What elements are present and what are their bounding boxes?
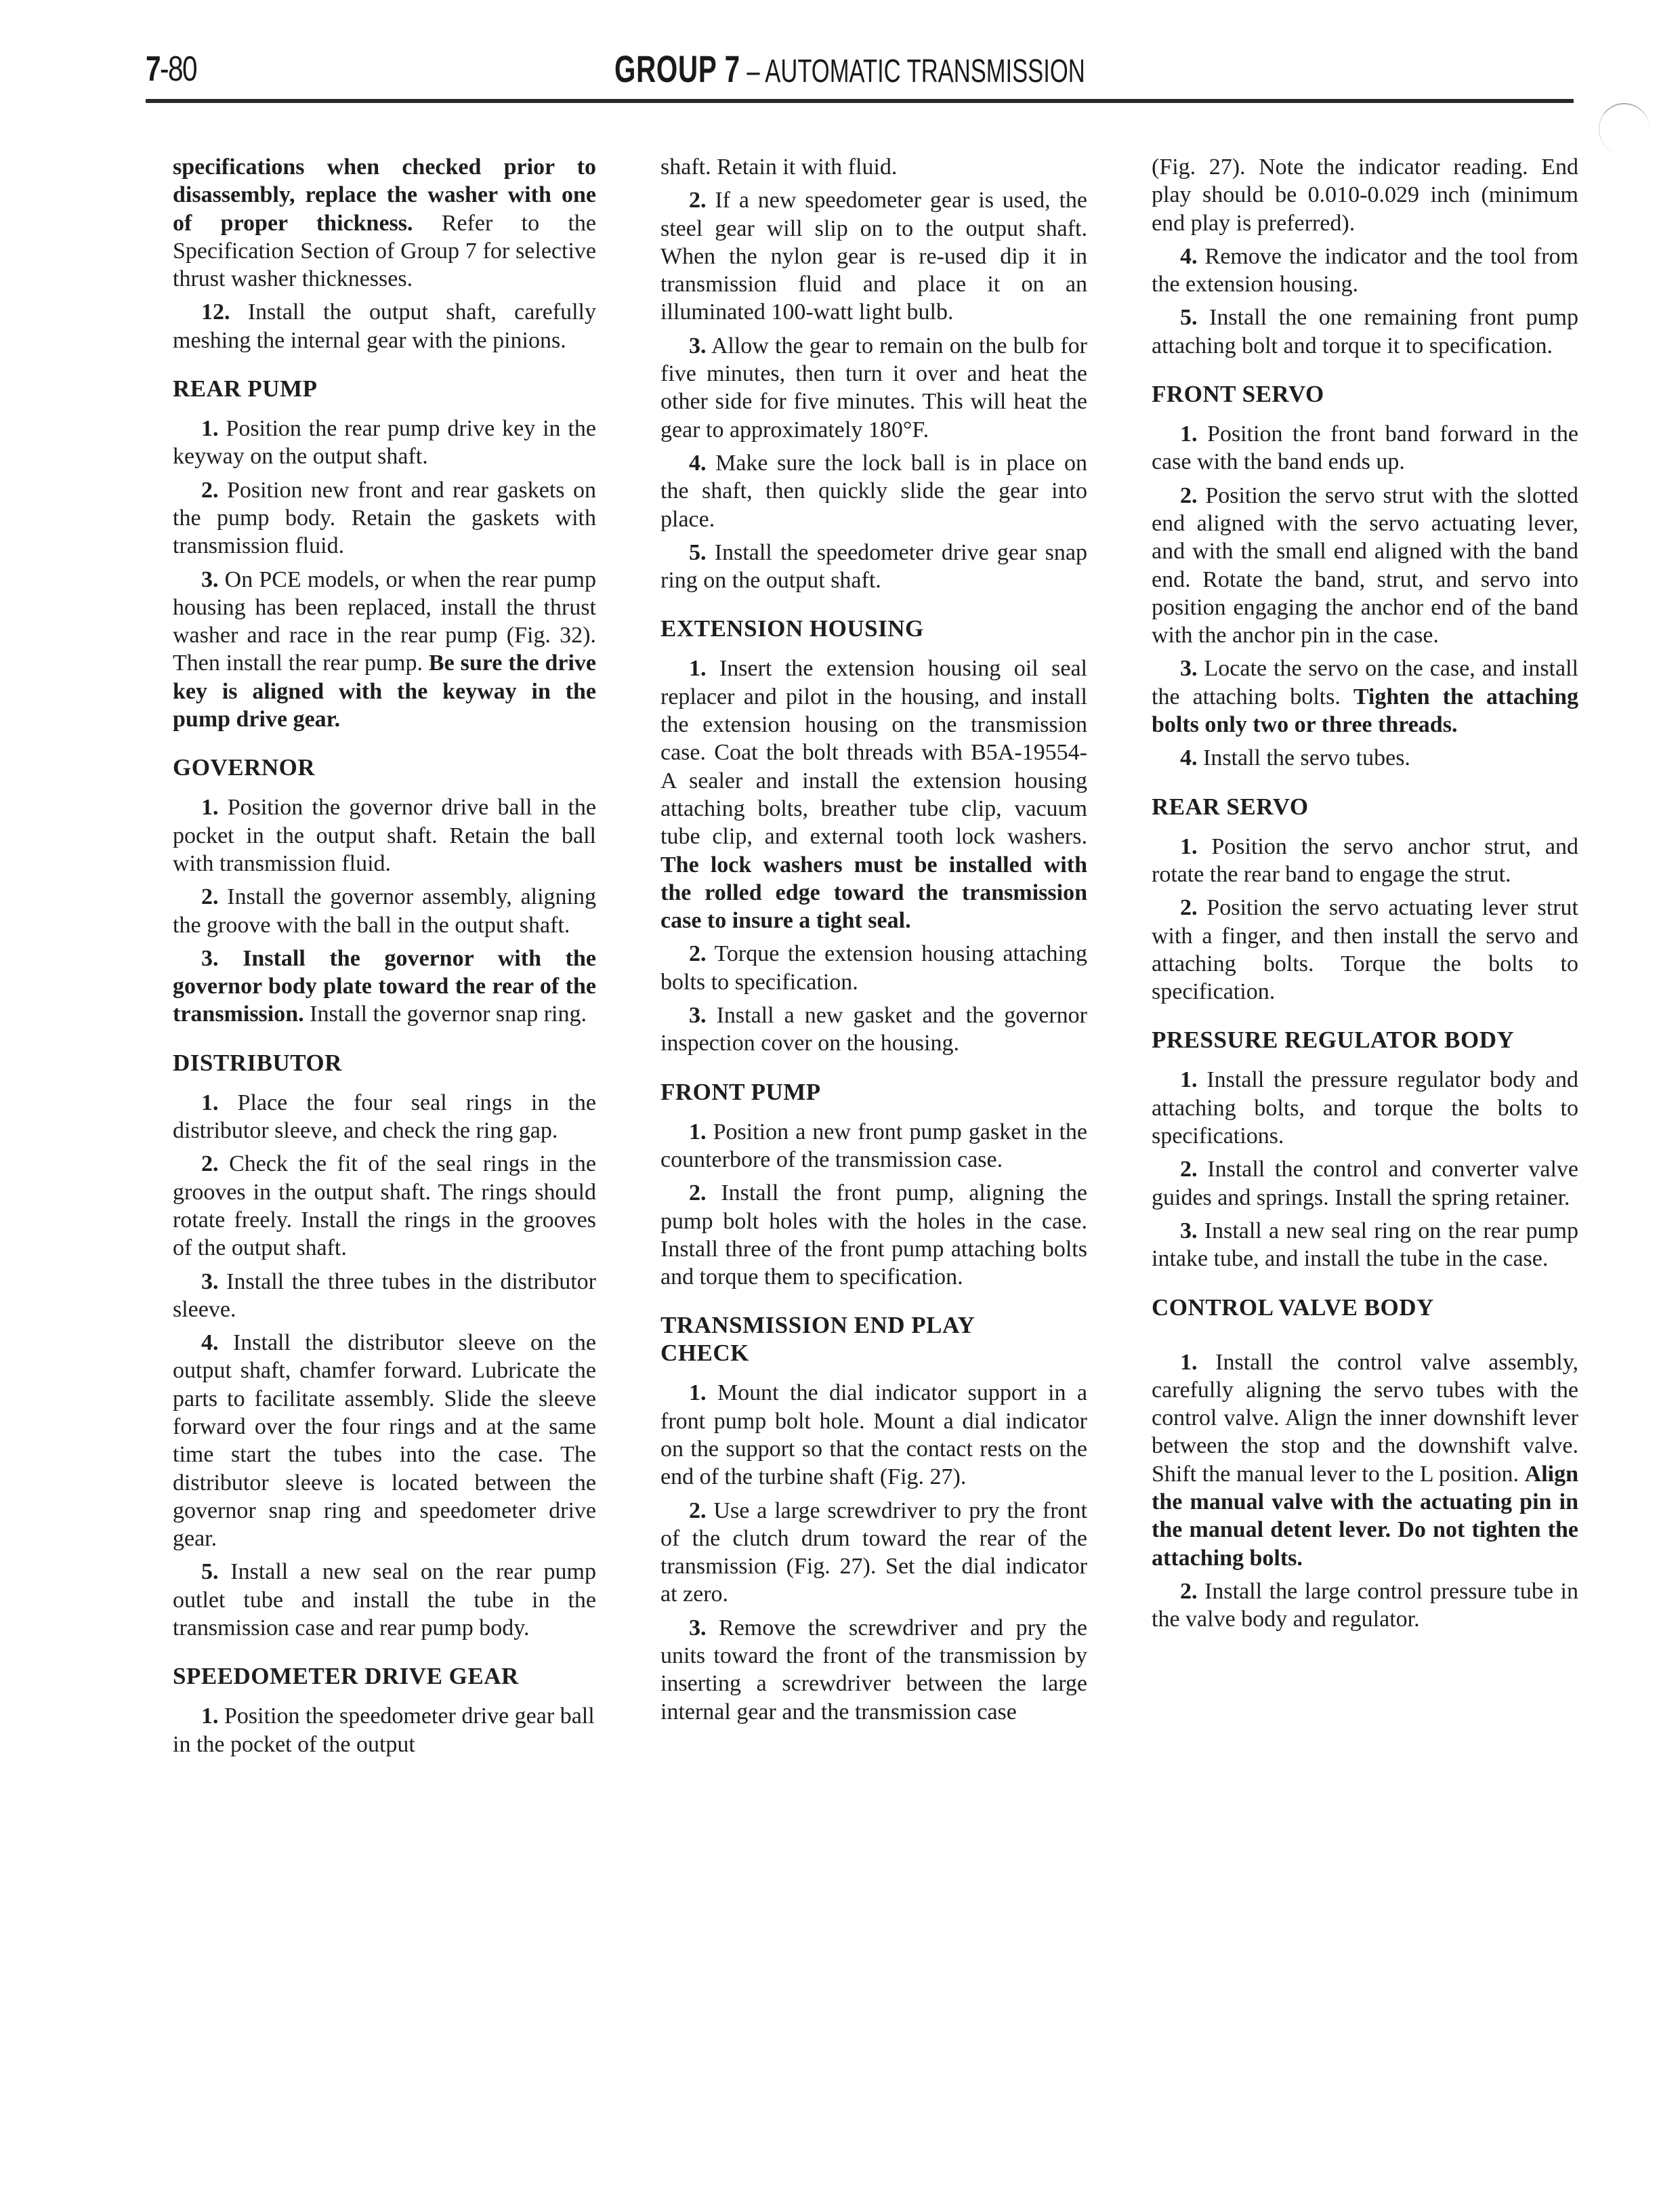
page-title <box>614 42 1085 99</box>
column-1 <box>173 153 596 1764</box>
header-rule <box>146 99 1574 103</box>
step-text: Position new front and rear gaskets on the pump body. Retain the gaskets with transmission fluid. <box>173 477 596 559</box>
step-number: 1. <box>201 416 219 442</box>
step-text: Make sure the lock ball is in place on the shaft, then quickly slide the gear into place. <box>660 450 1087 532</box>
rear-servo-step-2 <box>1152 894 1578 1006</box>
section-heading-distributor: DISTRIBUTOR <box>173 1049 342 1076</box>
control-valve-step-2 <box>1152 1577 1578 1634</box>
step-number: 2. <box>1180 895 1198 921</box>
pressure-regulator-step-2 <box>1152 1155 1578 1212</box>
step-number: 4. <box>1180 243 1198 269</box>
distributor-step-5 <box>173 1558 596 1642</box>
step-text: Install the governor snap ring. <box>303 1002 587 1027</box>
title-separator: – <box>740 54 765 89</box>
step-text: Position the rear pump drive key in the keyway on the output shaft. <box>173 416 596 470</box>
step-text: Install the distributor sleeve on the output shaft, chamfer forward. Lubricate the parts to facilitate assembly. Slide the sleeve forward over the four rings and at the same time start the tubes into the case. The distributor sleeve is located between the governor snap ring and speedometer drive gear. <box>173 1330 596 1552</box>
distributor-step-3 <box>173 1268 596 1324</box>
end-play-step-5 <box>1152 304 1578 360</box>
distributor-step-1 <box>173 1089 596 1145</box>
step-text: Install a new seal on the rear pump outlet tube and install the tube in the transmission case and rear pump body. <box>173 1559 596 1641</box>
step-number: 5. <box>1180 305 1198 331</box>
step-text: If a new speedometer gear is used, the steel gear will slip on to the output shaft. When the nylon gear is re-used dip it in transmission fluid and place it on an illuminated 100-watt light bulb. <box>660 188 1087 325</box>
end-play-step-4 <box>1152 243 1578 299</box>
step-number: 3. <box>689 1615 707 1640</box>
step-text: On PCE models, or when the rear pump housing has been replaced, install the thrust washer and race in the rear pump (Fig. 32). Then install the rear pump. <box>173 566 596 676</box>
continued-text: (Fig. 27). Note the indicator reading. End play should be 0.010-0.029 inch (minimum end play is preferred). <box>1152 154 1578 236</box>
intro-text: Refer to the Specification Section of Group 7 for selective thrust washer thicknesses. <box>173 210 596 292</box>
governor-step-2 <box>173 883 596 939</box>
step-text: Install the large control pressure tube in the valve body and regulator. <box>1152 1578 1578 1632</box>
step-text: Position a new front pump gasket in the counterbore of the transmission case. <box>660 1119 1087 1172</box>
front-servo-step-1 <box>1152 420 1578 476</box>
step-number: 1. <box>201 795 219 821</box>
section-heading-extension-housing: EXTENSION HOUSING <box>660 615 924 642</box>
paragraph-intro <box>173 153 596 293</box>
section-heading-speedometer-drive-gear: SPEEDOMETER DRIVE GEAR <box>173 1663 519 1690</box>
step-text: Insert the extension housing oil seal replacer and pilot in the housing, and install the extension housing on the transmission case. Coat the bolt threads with B5A-19554-A sealer and install the extension housing attaching bolts, breather tube clip, vacuum tube clip, and external tooth lock washers. <box>660 656 1087 850</box>
page-subtitle: AUTOMATIC TRANSMISSION <box>765 54 1085 89</box>
step-text: Install the servo tubes. <box>1197 745 1410 771</box>
step-number: 3. <box>201 1268 219 1294</box>
intro-bold-text: specifications when checked prior to disassembly, replace the washer with one of proper thickness. <box>173 154 596 236</box>
step-text: Position the governor drive ball in the pocket in the output shaft. Retain the ball with transmission fluid. <box>173 795 596 876</box>
page-number-separator: - <box>159 49 168 89</box>
speedometer-step-5 <box>660 539 1087 595</box>
step-text: Install the one remaining front pump attaching bolt and torque it to specification. <box>1152 305 1578 358</box>
step-text: Locate the servo on the case, and install the attaching bolts. <box>1152 656 1578 709</box>
group-label: GROUP 7 <box>614 47 740 90</box>
step-number: 1. <box>201 1090 219 1115</box>
step-number: 2. <box>1180 1578 1198 1604</box>
scan-artifact-arc <box>1599 103 1650 154</box>
column-3 <box>1152 153 1578 1638</box>
distributor-step-4 <box>173 1329 596 1552</box>
governor-step-1 <box>173 793 596 878</box>
step-number: 3. <box>201 566 219 592</box>
step-warning-text: Tighten the attaching bolts only two or three threads. <box>1152 684 1578 738</box>
step-number: 1. <box>1180 1349 1198 1375</box>
step-text: Install the three tubes in the distributor sleeve. <box>173 1268 596 1322</box>
step-text: Install a new seal ring on the rear pump intake tube, and install the tube in the case. <box>1152 1218 1578 1272</box>
step-number: 1. <box>689 1119 707 1144</box>
step-number: 2. <box>689 1498 707 1523</box>
front-servo-step-4 <box>1152 744 1578 772</box>
step-text: Install the pressure regulator body and attaching bolts, and torque the bolts to specifications. <box>1152 1067 1578 1149</box>
step-text: Position the front band forward in the case with the band ends up. <box>1152 421 1578 475</box>
step-text: Check the fit of the seal rings in the grooves in the output shaft. The rings should rotate freely. Install the rings in the grooves of the output shaft. <box>173 1151 596 1261</box>
step-number: 3. <box>1180 656 1198 682</box>
front-pump-step-1 <box>660 1118 1087 1174</box>
column-2 <box>660 153 1087 1731</box>
pressure-regulator-step-3 <box>1152 1217 1578 1273</box>
extension-housing-step-1 <box>660 655 1087 934</box>
front-pump-step-2 <box>660 1179 1087 1291</box>
extension-housing-step-2 <box>660 940 1087 996</box>
page-header <box>146 42 1575 96</box>
step-number: 1. <box>689 1380 707 1406</box>
step-number: 3. <box>201 945 219 971</box>
step-warning-text: The lock washers must be installed with the rolled edge toward the transmission case to insure a tight seal. <box>660 852 1087 934</box>
speedometer-step-1 <box>173 1702 596 1758</box>
step-number: 2. <box>1180 482 1198 508</box>
step-text: Install the governor assembly, aligning the groove with the ball in the output shaft. <box>173 884 596 938</box>
step-warning-text: Align the manual valve with the actuating pin in the manual detent lever. Do not tighten the attaching bolts. <box>1152 1461 1578 1571</box>
speedometer-step-2 <box>660 186 1087 326</box>
step-number: 3. <box>689 1003 707 1029</box>
end-play-step-1 <box>660 1379 1087 1491</box>
step-text: Install the control valve assembly, carefully aligning the servo tubes with the control valve. Align the inner downshift lever between the stop and the downshift valve. Shift the manual lever to the L position. <box>1152 1349 1578 1487</box>
continued-text: shaft. Retain it with fluid. <box>660 154 898 180</box>
step-text: Remove the screwdriver and pry the units toward the front of the transmission by inserting a screwdriver between the large internal gear and the transmission case <box>660 1615 1087 1725</box>
rear-servo-step-1 <box>1152 833 1578 889</box>
step-number: 2. <box>689 1180 707 1206</box>
rear-pump-step-3 <box>173 566 596 734</box>
control-valve-step-1 <box>1152 1348 1578 1572</box>
step-number: 1. <box>1180 833 1198 859</box>
step-number: 5. <box>689 539 707 565</box>
speedometer-step-3 <box>660 332 1087 444</box>
step-number: 2. <box>201 884 219 910</box>
rear-pump-step-2 <box>173 476 596 560</box>
step-number: 2. <box>689 941 707 967</box>
step-number: 4. <box>689 450 707 476</box>
extension-housing-step-3 <box>660 1002 1087 1058</box>
step-number: 5. <box>201 1559 219 1585</box>
step-text: Install the output shaft, carefully meshing the internal gear with the pinions. <box>173 300 596 353</box>
step-text: Install a new gasket and the governor inspection cover on the housing. <box>660 1003 1087 1056</box>
step-text: Torque the extension housing attaching bolts to specification. <box>660 941 1087 995</box>
section-heading-governor: GOVERNOR <box>173 754 316 781</box>
section-heading-rear-servo: REAR SERVO <box>1152 793 1309 820</box>
pressure-regulator-step-1 <box>1152 1066 1578 1150</box>
page-number-group: 7 <box>146 49 160 89</box>
step-number: 2. <box>689 188 707 213</box>
section-heading-transmission-end-play-check: TRANSMISSION END PLAY CHECK <box>660 1312 975 1367</box>
end-play-step-3 <box>660 1614 1087 1726</box>
governor-step-3 <box>173 945 596 1029</box>
step-number: 4. <box>1180 745 1198 771</box>
step-12 <box>173 298 596 354</box>
step-text: Allow the gear to remain on the bulb for five minutes, then turn it over and heat the other side for five minutes. This will heat the gear to approximately 180°F. <box>660 333 1087 442</box>
section-heading-rear-pump: REAR PUMP <box>173 375 318 402</box>
step-number: 3. <box>689 333 707 358</box>
step-text: Mount the dial indicator support in a front pump bolt hole. Mount a dial indicator on the support so that the contact rests on the end of the turbine shaft (Fig. 27). <box>660 1380 1087 1490</box>
step-text: Use a large screwdriver to pry the front of the clutch drum toward the rear of the transmission (Fig. 27). Set the dial indicator at zero. <box>660 1498 1087 1607</box>
step-text: Position the servo actuating lever strut with a finger, and then install the servo and attaching bolts. Torque the bolts to specification. <box>1152 895 1578 1005</box>
step-number: 2. <box>201 1151 219 1177</box>
page-number <box>146 42 196 96</box>
end-play-step-2 <box>660 1497 1087 1609</box>
section-heading-front-pump: FRONT PUMP <box>660 1078 821 1105</box>
step-number: 4. <box>201 1330 219 1356</box>
step-number: 1. <box>1180 421 1198 447</box>
distributor-step-2 <box>173 1150 596 1262</box>
step-number: 3. <box>1180 1218 1198 1243</box>
step-number: 2. <box>1180 1157 1198 1182</box>
section-heading-control-valve-body: CONTROL VALVE BODY <box>1152 1294 1434 1321</box>
section-heading-pressure-regulator-body: PRESSURE REGULATOR BODY <box>1152 1027 1515 1054</box>
step-text: Place the four seal rings in the distributor sleeve, and check the ring gap. <box>173 1090 596 1144</box>
section-heading-front-servo: FRONT SERVO <box>1152 381 1324 408</box>
step-number: 1. <box>201 1704 219 1729</box>
step-text: Remove the indicator and the tool from the extension housing. <box>1152 243 1578 297</box>
step-number: 1. <box>689 656 707 682</box>
step-text: Position the speedometer drive gear ball in the pocket of the output <box>173 1704 595 1757</box>
step-text: Install the front pump, aligning the pump bolt holes with the holes in the case. Install three of the front pump attaching bolts and torque them to specification. <box>660 1180 1087 1290</box>
step-number: 12. <box>201 300 230 325</box>
speedometer-step-4 <box>660 449 1087 533</box>
front-servo-step-2 <box>1152 482 1578 650</box>
step-text: Position the servo anchor strut, and rotate the rear band to engage the strut. <box>1152 833 1578 887</box>
step-text: Install the speedometer drive gear snap ring on the output shaft. <box>660 539 1087 594</box>
step-number: 2. <box>201 477 219 503</box>
step-text: Install the control and converter valve guides and springs. Install the spring retainer. <box>1152 1157 1578 1210</box>
rear-pump-step-1 <box>173 415 596 471</box>
page-number-page: 80 <box>167 49 196 89</box>
front-servo-step-3 <box>1152 655 1578 739</box>
step-warning-text: Install the governor with the governor body plate toward the rear of the transmission. <box>173 945 596 1027</box>
step-number: 1. <box>1180 1067 1198 1093</box>
step-text: Position the servo strut with the slotted end aligned with the servo actuating lever, and with the small end aligned with the band end. Rotate the band, strut, and servo into position engaging the anchor end of the band with the anchor pin in the case. <box>1152 482 1578 648</box>
step-warning-text: Be sure the drive key is aligned with the keyway in the pump drive gear. <box>173 651 596 732</box>
